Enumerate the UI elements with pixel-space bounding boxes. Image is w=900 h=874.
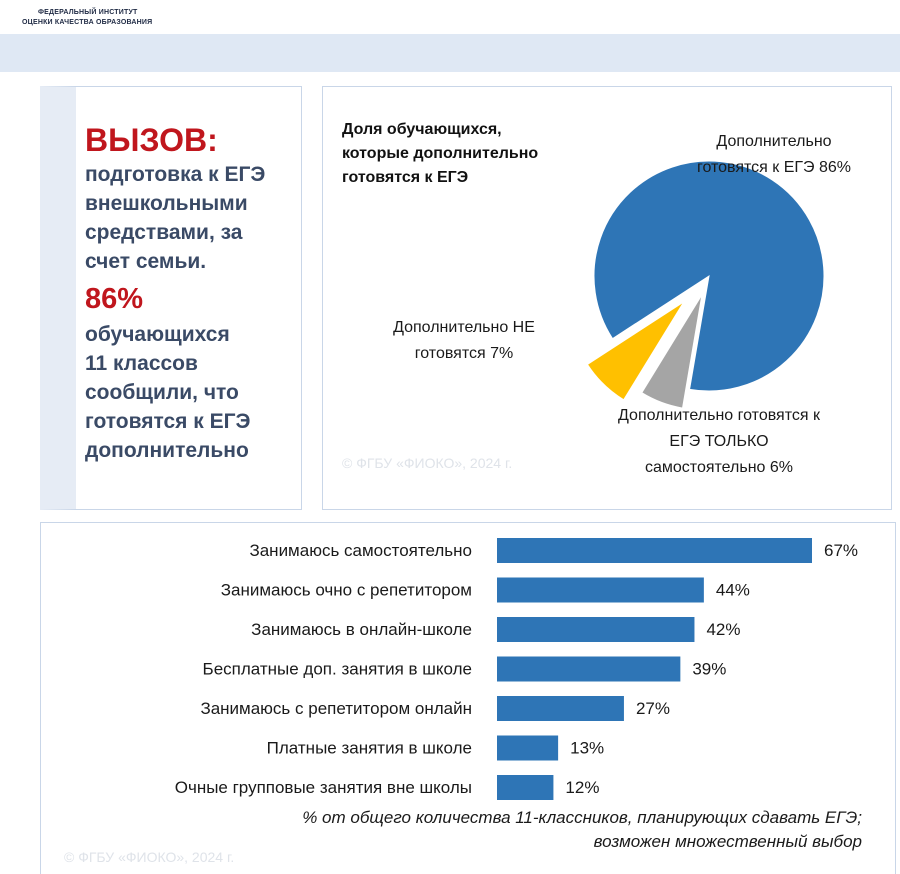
bar [497, 657, 680, 682]
pie-title-line: Доля обучающихся, [342, 121, 502, 138]
pie-slice-label-line: Дополнительно готовятся к [618, 407, 820, 424]
bar-category-label: Занимаюсь с репетитором онлайн [200, 699, 472, 718]
pie-slice-label-line: самостоятельно 6% [645, 459, 793, 476]
challenge-line: дополнительно [85, 439, 249, 462]
bar [497, 775, 553, 800]
pie-slice-label-line: Дополнительно [716, 133, 832, 150]
challenge-title: ВЫЗОВ: [85, 122, 218, 158]
pie-slice-label-line: ЕГЭ ТОЛЬКО [669, 433, 769, 450]
bar-category-label: Очные групповые занятия вне школы [174, 778, 472, 797]
bar-category-label: Занимаюсь самостоятельно [249, 541, 472, 560]
footnote-line2: возможен множественный выбор [593, 832, 862, 851]
bar-category-label: Платные занятия в школе [266, 738, 472, 758]
watermark: © ФГБУ «ФИОКО», 2024 г. [64, 849, 235, 865]
bar-value-label: 13% [570, 738, 605, 758]
bar [497, 617, 694, 642]
bar [497, 538, 812, 563]
pie-title-line: которые дополнительно [342, 145, 539, 162]
bar [497, 736, 558, 761]
pie-slice-label-line: готовятся 7% [414, 345, 514, 362]
bar-value-label: 27% [635, 699, 670, 718]
bar-value-label: 12% [565, 778, 600, 797]
bar-value-label: 44% [715, 580, 750, 600]
org-name-line2: ОЦЕНКИ КАЧЕСТВА ОБРАЗОВАНИЯ [22, 19, 153, 26]
challenge-percent: 86% [85, 283, 144, 315]
bar [497, 578, 704, 603]
bar [497, 696, 624, 721]
bar-value-label: 42% [706, 620, 741, 639]
challenge-line: 11 классов [85, 352, 198, 375]
org-name-line1: ФЕДЕРАЛЬНЫЙ ИНСТИТУТ [38, 9, 138, 16]
bar-value-label: 39% [692, 659, 727, 679]
challenge-line: обучающихся [85, 323, 230, 346]
challenge-line: подготовка к ЕГЭ [85, 163, 266, 186]
challenge-line: средствами, за [85, 221, 243, 244]
challenge-line: счет семьи. [85, 250, 207, 273]
challenge-line: готовятся к ЕГЭ [85, 410, 251, 433]
bar-value-label: 67% [824, 541, 859, 560]
bar-category-label: Занимаюсь очно с репетитором [220, 580, 472, 600]
challenge-line: внешкольными [85, 192, 248, 215]
challenge-line: сообщили, что [85, 381, 239, 404]
pie-slice-label-line: Дополнительно НЕ [393, 319, 535, 336]
footnote [162, 806, 862, 854]
pie-title-line: готовятся к ЕГЭ [342, 169, 469, 186]
footnote-line1: % от общего количества 11-классников, планирующих сдавать ЕГЭ; [302, 808, 862, 827]
watermark: © ФГБУ «ФИОКО», 2024 г. [342, 455, 513, 471]
pie-slice-label-line: готовятся к ЕГЭ 86% [696, 159, 852, 176]
bar-category-label: Бесплатные доп. занятия в школе [202, 659, 472, 679]
bar-category-label: Занимаюсь в онлайн-школе [251, 620, 472, 639]
